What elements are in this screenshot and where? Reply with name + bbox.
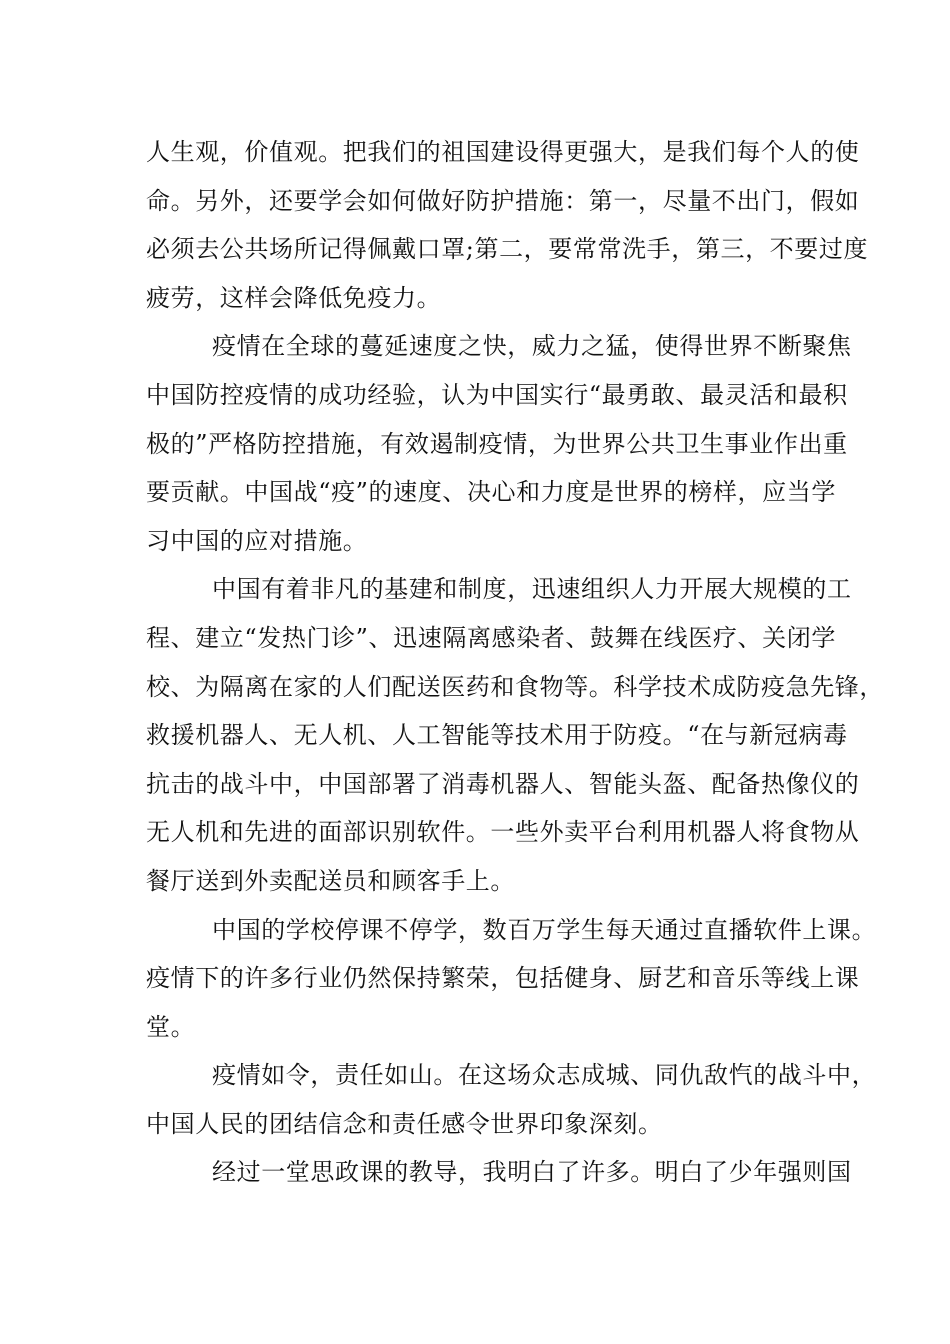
text-line: 堂。 bbox=[146, 1012, 196, 1041]
text-line: 救援机器人、无人机、人工智能等技术用于防疫。“在与新冠病毒 bbox=[146, 721, 848, 750]
text-line: 要贡献。中国战“疫”的速度、决心和力度是世界的榜样，应当学 bbox=[146, 478, 836, 507]
text-line: 习中国的应对措施。 bbox=[146, 526, 368, 555]
paragraph-first-line: 经过一堂思政课的教导，我明白了许多。明白了少年强则国 bbox=[212, 1158, 852, 1187]
paragraph-first-line: 疫情在全球的蔓延速度之快，威力之猛，使得世界不断聚焦 bbox=[212, 332, 852, 361]
text-line: 抗击的战斗中，中国部署了消毒机器人、智能头盔、配备热像仪的 bbox=[146, 769, 860, 798]
text-line: 疲劳，这样会降低免疫力。 bbox=[146, 283, 442, 312]
paragraph-first-line: 中国的学校停课不停学，数百万学生每天通过直播软件上课。 bbox=[212, 915, 877, 944]
body-text bbox=[146, 128, 884, 1197]
text-line: 命。另外，还要学会如何做好防护措施：第一，尽量不出门，假如 bbox=[146, 186, 860, 215]
text-line: 中国人民的团结信念和责任感令世界印象深刻。 bbox=[146, 1109, 663, 1138]
paragraph-first-line: 中国有着非凡的基建和制度，迅速组织人力开展大规模的工 bbox=[212, 575, 852, 604]
text-line: 疫情下的许多行业仍然保持繁荣，包括健身、厨艺和音乐等线上课 bbox=[146, 964, 860, 993]
text-line: 餐厅送到外卖配送员和顾客手上。 bbox=[146, 866, 515, 895]
text-line: 中国防控疫情的成功经验，认为中国实行“最勇敢、最灵活和最积 bbox=[146, 380, 848, 409]
text-line: 必须去公共场所记得佩戴口罩;第二，要常常洗手，第三，不要过度 bbox=[146, 235, 869, 264]
text-line: 人生观，价值观。把我们的祖国建设得更强大，是我们每个人的使 bbox=[146, 138, 860, 166]
paragraph-first-line: 疫情如令，责任如山。在这场众志成城、同仇敌忾的战斗中， bbox=[212, 1061, 877, 1090]
text-line: 程、建立“发热门诊”、迅速隔离感染者、鼓舞在线医疗、关闭学 bbox=[146, 623, 836, 652]
text-line: 无人机和先进的面部识别软件。一些外卖平台利用机器人将食物从 bbox=[146, 818, 860, 847]
text-line: 校、为隔离在家的人们配送医药和食物等。科学技术成防疫急先锋， bbox=[146, 672, 884, 701]
text-line: 极的”严格防控措施，有效遏制疫情，为世界公共卫生事业作出重 bbox=[146, 429, 848, 458]
